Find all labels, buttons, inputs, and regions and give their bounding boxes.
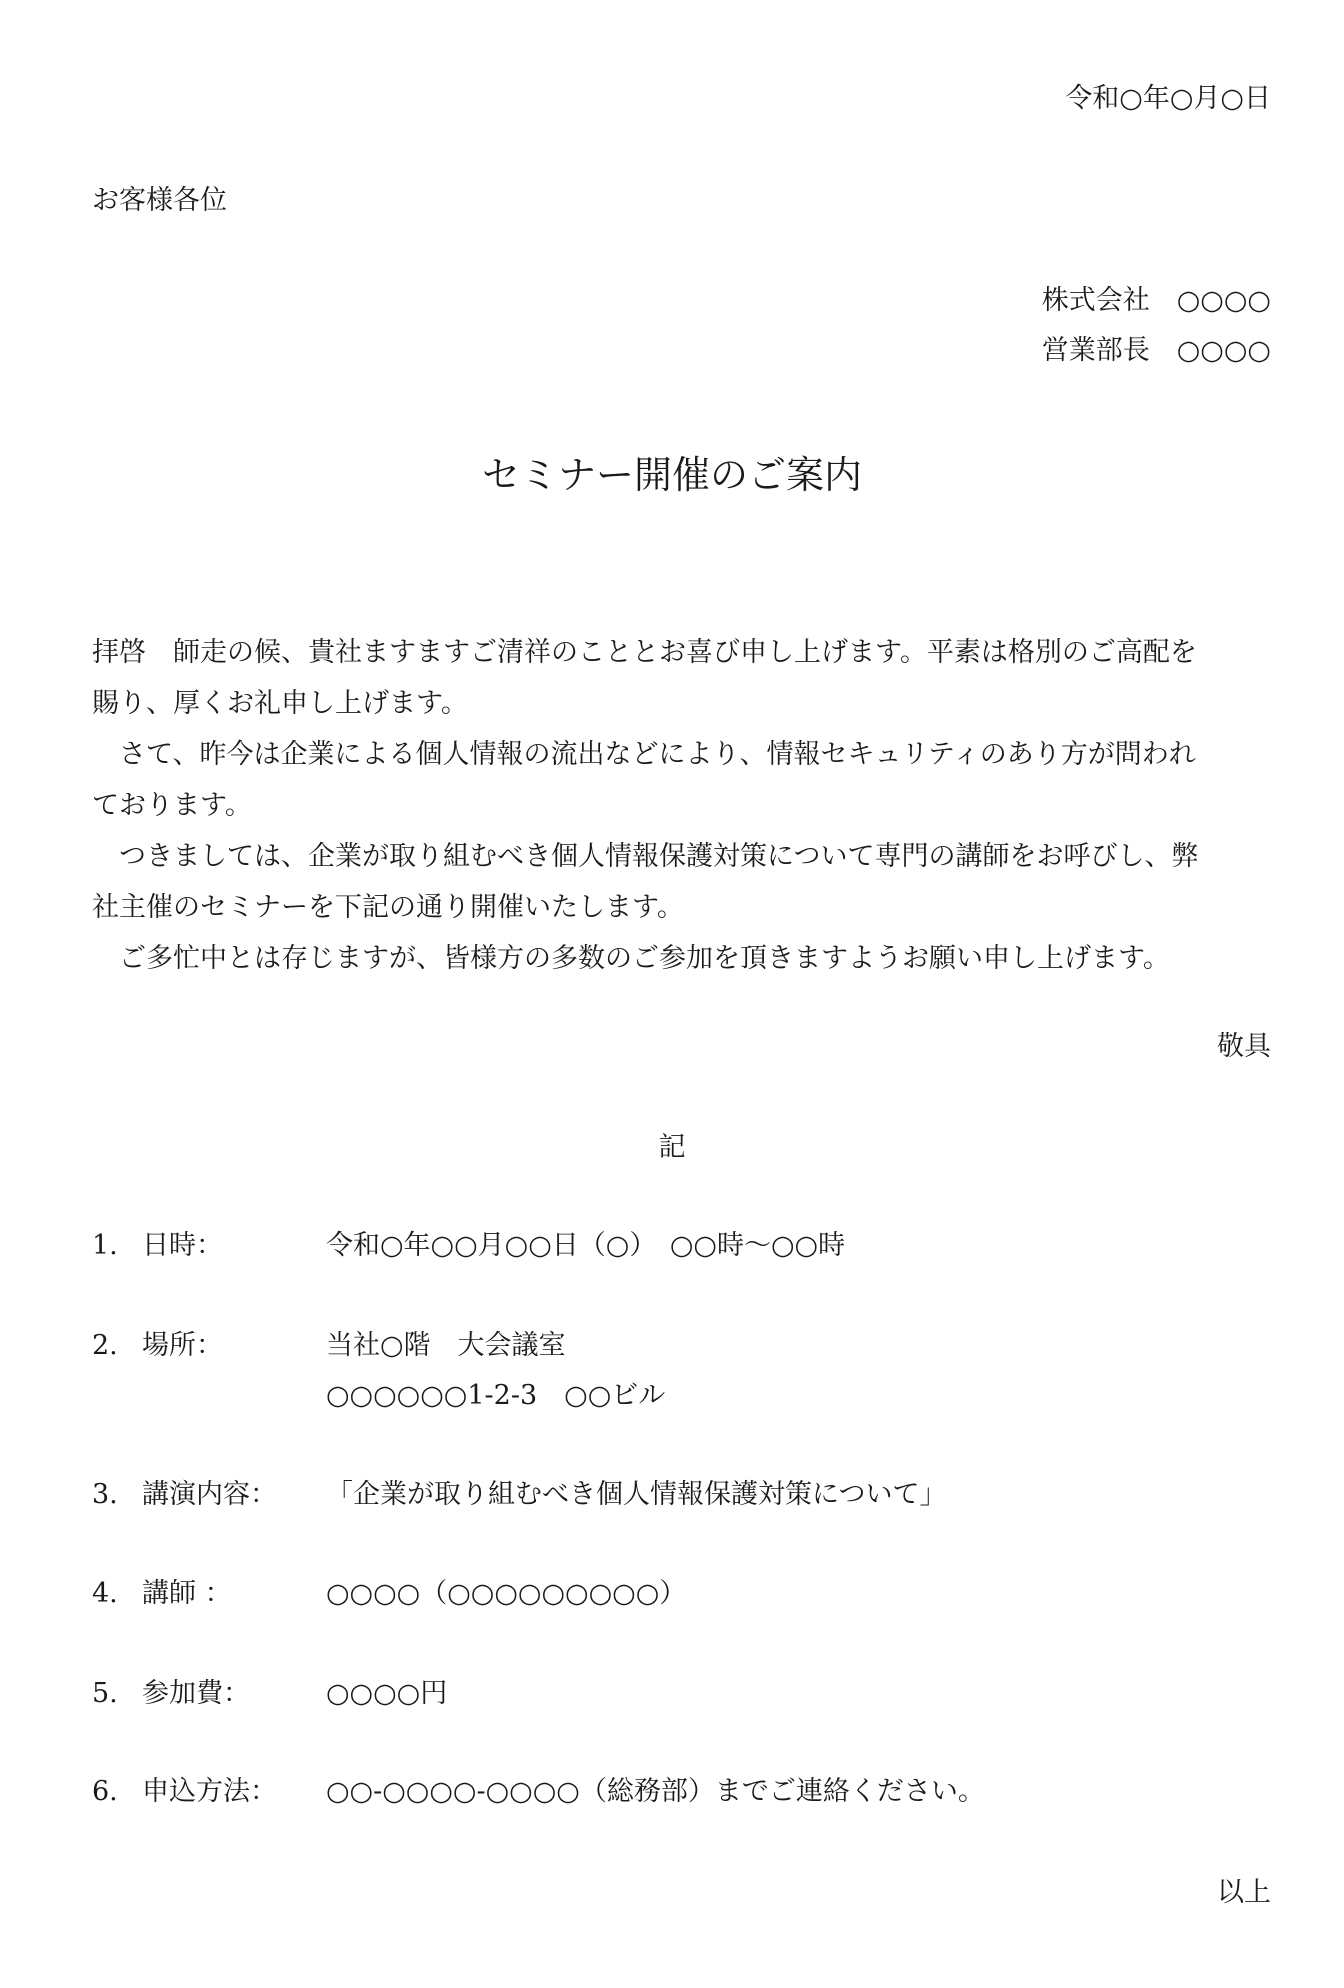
item-label: 講師 ： [142,1578,232,1609]
body-line: 拝啓 師走の候、貴社ますますご清祥のこととお喜び申し上げます。平素は格別のご高配を [92,637,1197,668]
closing-ijou: 以上 [1217,1877,1271,1908]
document-date: 令和○年○月○日 [1065,83,1271,114]
ki-heading: 記 [658,1132,686,1163]
item-value-secondary: ○○○○○○1-2-3 ○○ビル [326,1380,666,1411]
item-value: ○○-○○○○-○○○○（総務部）までご連絡ください。 [326,1776,985,1807]
item-number: 1. [92,1230,118,1261]
item-label: 日時： [142,1230,223,1261]
body-line: つきましては、企業が取り組むべき個人情報保護対策について専門の講師をお呼びし、弊 [92,841,1199,872]
item-value: 「企業が取り組むべき個人情報保護対策について」 [326,1479,947,1510]
recipient: お客様各位 [92,185,227,216]
item-label: 申込方法： [142,1776,277,1807]
item-number: 5. [92,1678,118,1709]
item-label: 場所： [142,1330,223,1361]
item-number: 6. [92,1776,118,1807]
item-label: 講演内容： [142,1479,277,1510]
item-value: 当社○階 大会議室 [326,1330,566,1361]
item-number: 4. [92,1578,118,1609]
item-number: 2. [92,1330,118,1361]
item-value: 令和○年○○月○○日（○） ○○時～○○時 [326,1230,846,1261]
document-title: セミナー開催のご案内 [481,453,862,497]
item-value: ○○○○（○○○○○○○○○） [326,1578,687,1609]
body-line: 社主催のセミナーを下記の通り開催いたします。 [92,892,684,923]
body-line: ております。 [92,790,252,821]
item-value: ○○○○円 [326,1678,448,1709]
item-label: 参加費： [142,1678,250,1709]
body-line: さて、昨今は企業による個人情報の流出などにより、情報セキュリティのあり方が問われ [92,739,1196,770]
closing-keigu: 敬具 [1217,1031,1271,1062]
body-line: ご多忙中とは存じますが、皆様方の多数のご参加を頂きますようお願い申し上げます。 [92,943,1170,974]
sender-manager: 営業部長 ○○○○ [1041,335,1271,366]
letter-body [92,627,1280,984]
item-number: 3. [92,1479,118,1510]
body-line: 賜り、厚くお礼申し上げます。 [92,688,468,719]
sender-company: 株式会社 ○○○○ [1041,285,1271,316]
